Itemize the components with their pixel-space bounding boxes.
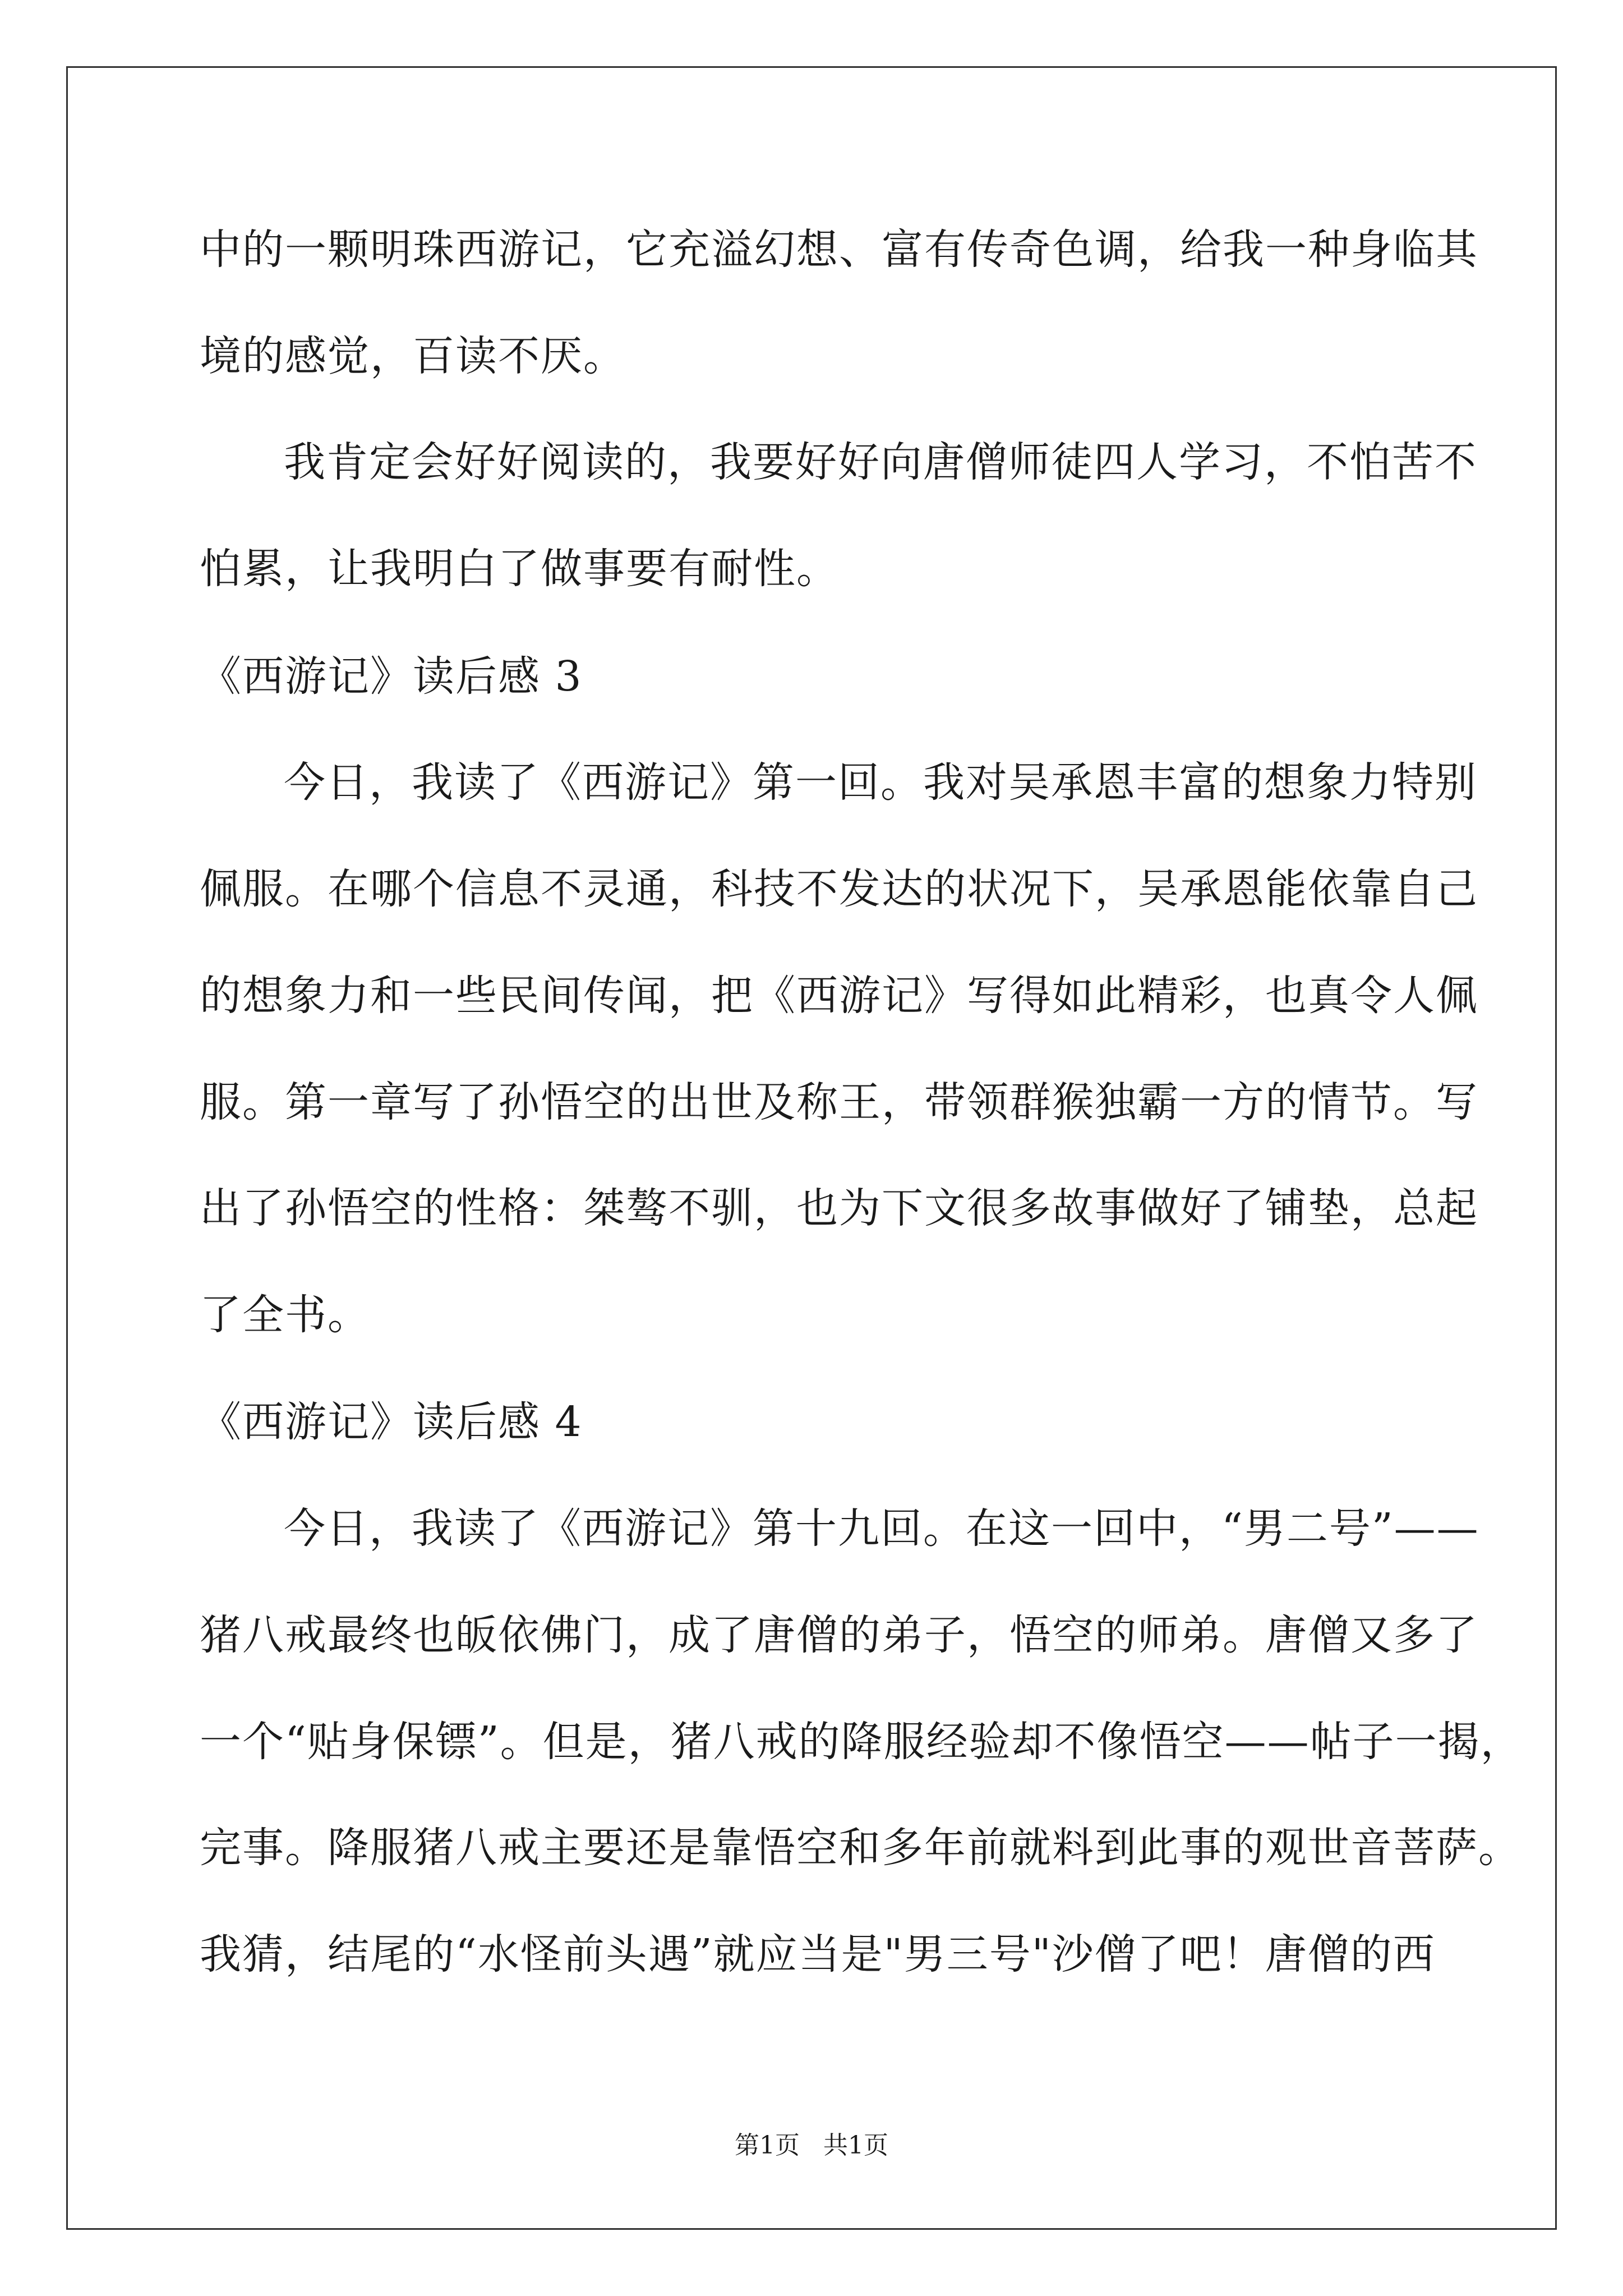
text-line: 一个“贴身保镖”。但是，猪八戒的降服经验却不像悟空——帖子一揭， <box>200 1718 1523 1766</box>
text-line: 中的一颗明珠西游记，它充溢幻想、富有传奇色调，给我一种身临其 <box>200 226 1478 274</box>
page-footer: 第1页 共1页 <box>735 2131 888 2160</box>
text-line: 了全书。 <box>200 1291 370 1339</box>
text-line: 怕累，让我明白了做事要有耐性。 <box>200 545 839 593</box>
text-line: 猪八戒最终也皈依佛门，成了唐僧的弟子，悟空的师弟。唐僧又多了 <box>200 1611 1478 1659</box>
section-heading: 《西游记》读后感 4 <box>200 1398 583 1446</box>
text-line: 境的感觉，百读不厌。 <box>200 332 626 380</box>
text-line: 今日，我读了《西游记》第十九回。在这一回中，“男二号”—— <box>284 1504 1479 1553</box>
text-line: 完事。降服猪八戒主要还是靠悟空和多年前就料到此事的观世音菩萨。 <box>200 1824 1521 1872</box>
text-line: 我肯定会好好阅读的，我要好好向唐僧师徒四人学习，不怕苦不 <box>284 438 1477 486</box>
text-line: 出了孙悟空的性格：桀骜不驯，也为下文很多故事做好了铺垫，总起 <box>200 1184 1478 1232</box>
section-heading: 《西游记》读后感 3 <box>200 652 583 701</box>
text-line: 服。第一章写了孙悟空的出世及称王，带领群猴独霸一方的情节。写 <box>200 1078 1478 1126</box>
page-border <box>66 66 1557 2230</box>
text-line: 的想象力和一些民间传闻，把《西游记》写得如此精彩，也真令人佩 <box>200 972 1478 1020</box>
text-line: 我猜，结尾的“水怪前头遇”就应当是"男三号"沙僧了吧！唐僧的西 <box>200 1930 1436 1978</box>
text-line: 今日，我读了《西游记》第一回。我对吴承恩丰富的想象力特别 <box>284 758 1477 807</box>
text-line: 佩服。在哪个信息不灵通，科技不发达的状况下，吴承恩能依靠自己 <box>200 865 1478 913</box>
